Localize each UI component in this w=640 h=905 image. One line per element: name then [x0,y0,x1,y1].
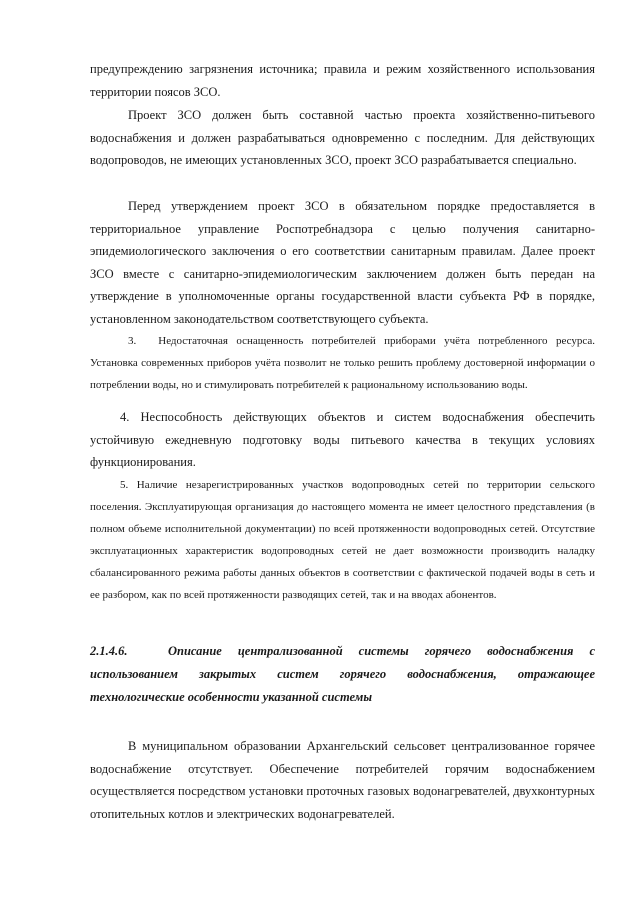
paragraph-text: Проект ЗСО должен быть составной частью проекта хозяйственно-питьевого водоснабжения и должен разрабатываться одновременно с последним. Для действующих водопроводов, не имеющих установленных ЗСО, проект ЗСО разрабатывается специально. [90,108,595,167]
list-item-text: Наличие незарегистрированных участков водопроводных сетей по территории сельского поселения. Эксплуатирующая организация до настоящего момента не имеет целостного представления (в полном объеме исполнительной документации) по всей протяженности водопроводных сетей. Отсутствие эксплуатационных характеристик водопроводных сетей не дает возможности производить наладку сбалансированного режима работы данных объектов в соответствии с фактической подачей воды в сеть и ее разбором, как по всей протяженности разводящих сетей, так и на вводах абонентов. [90,479,596,601]
section-title: Описание централизованной системы горячего водоснабжения с использованием закрытых систем горячего водоснабжения, отражающее технологические особенности указанной системы [90,644,595,704]
list-item-5 [90,474,595,606]
paragraph-text: Перед утверждением проект ЗСО в обязательном порядке предоставляется в территориальное управление Роспотребнадзора с целью получения санитарно-эпидемиологического заключения о его соответствии санитарным правилам. Далее проект ЗСО вместе с санитарно-эпидемиологическим заключением должен быть передан на утверждение в уполномоченные органы государственной власти субъекта РФ в порядке, установленном законодательством соответствующего субъекта. [90,199,595,326]
list-item-text: Недостаточная оснащенность потребителей приборами учёта потребленного ресурса. Установка современных приборов учёта позволит не только решить проблему достоверной информации о потреблении воды, но и стимулировать потребителей к рациональному использованию воды. [90,335,595,391]
list-item-number: 5. [120,479,129,491]
paragraph-zso-belts [90,58,595,103]
list-item-3 [90,330,595,396]
section-number: 2.1.4.6. [90,644,128,658]
paragraph-text: В муниципальном образовании Архангельский сельсовет централизованное горячее водоснабжение отсутствует. Обеспечение потребителей горячим водоснабжением осуществляется посредством установки проточных газовых водонагревателей, двухконтурных отопительных котлов и электрических водонагревателей. [90,739,595,821]
paragraph-zso-approval [90,195,595,330]
list-item-4 [90,406,595,474]
list-item-text: Неспособность действующих объектов и систем водоснабжения обеспечить устойчивую ежедневную подготовку воды питьевого качества в текущих условиях функционирования. [90,410,595,469]
paragraph-text: предупреждению загрязнения источника; правила и режим хозяйственного использования территории поясов ЗСО. [90,62,595,99]
section-heading [90,640,595,709]
list-item-number: 3. [128,335,137,347]
list-item-number: 4. [120,410,130,424]
paragraph-hot-water [90,735,595,825]
paragraph-zso-project [90,104,595,172]
